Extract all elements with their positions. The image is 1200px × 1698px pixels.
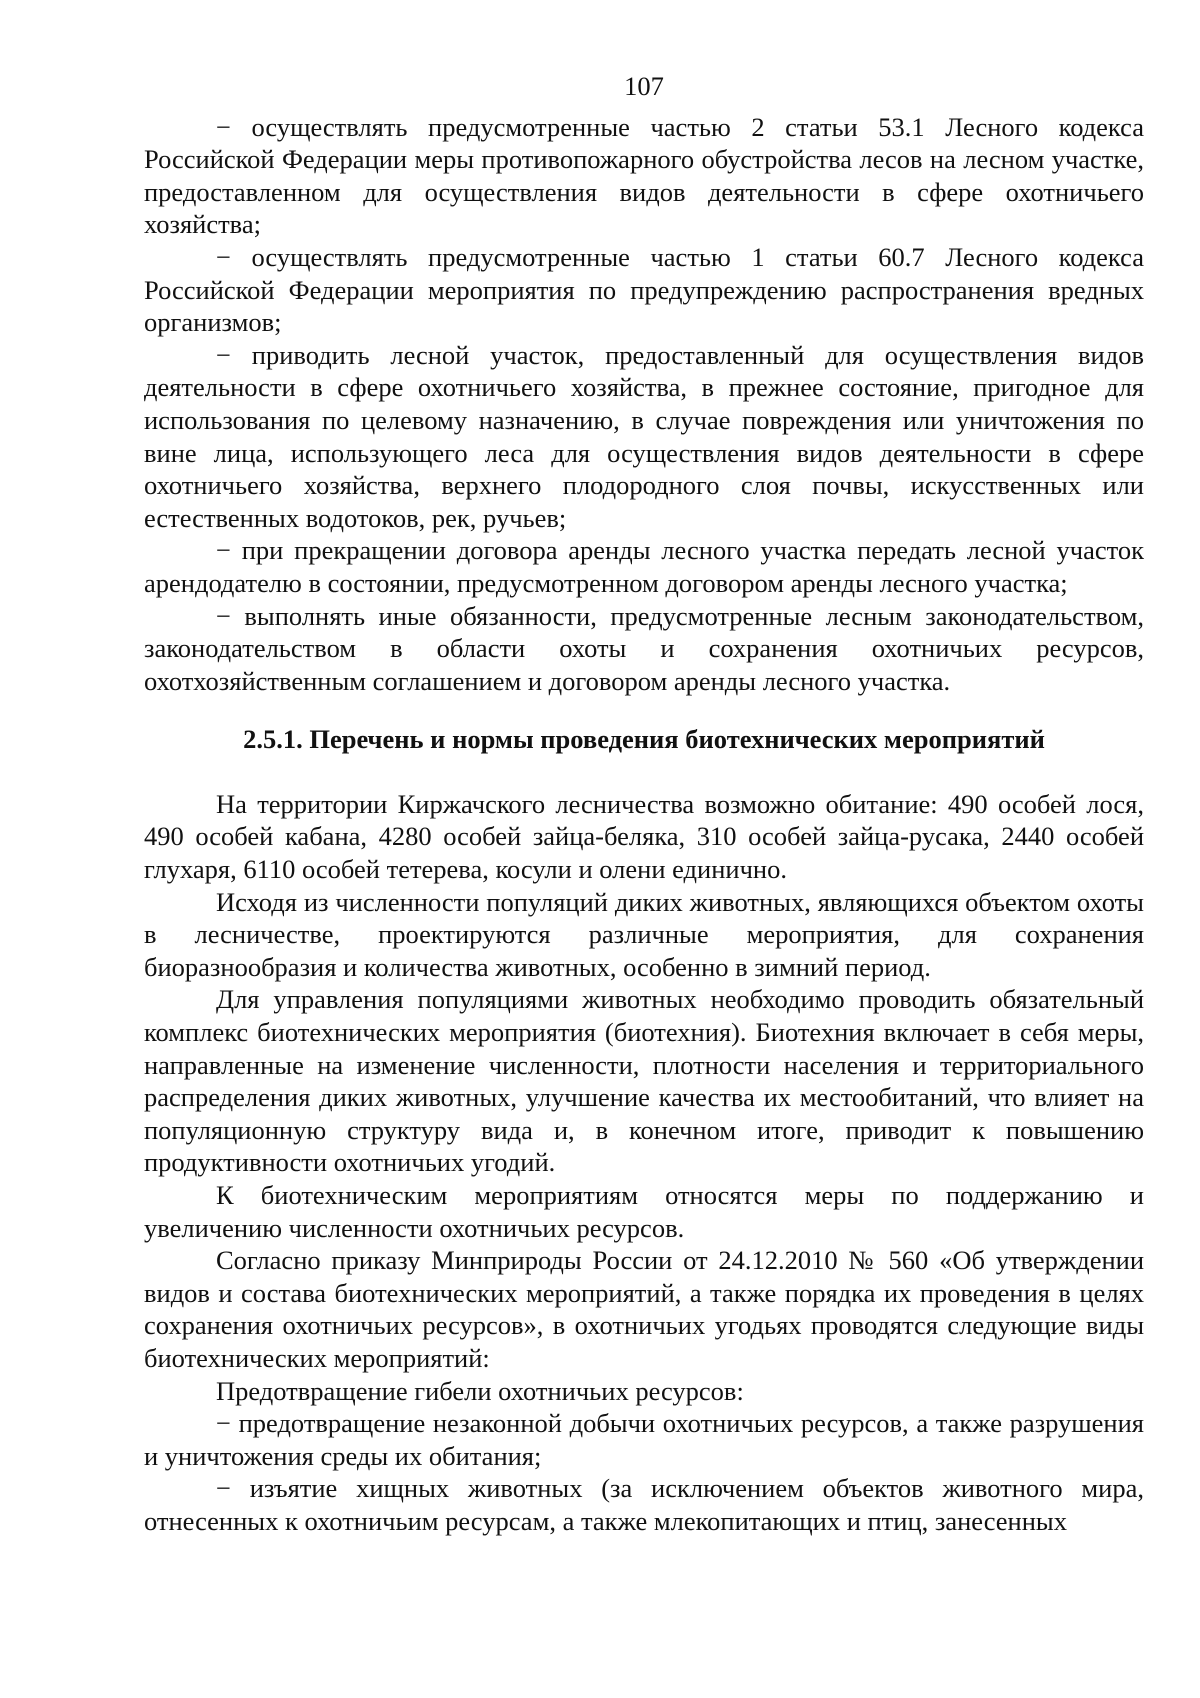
page-number: 107 — [624, 71, 664, 101]
document-page — [144, 70, 1144, 1538]
list-item: − предотвращение незаконной добычи охотничьих ресурсов, а также разрушения и уничтожения среды их обитания; — [144, 1408, 1144, 1471]
list-item: − при прекращении договора аренды лесного участка передать лесной участок арендодателю в состоянии, предусмотренном договором аренды лесного участка; — [144, 535, 1144, 598]
list-item: − выполнять иные обязанности, предусмотренные лесным законодательством, законодательством в области охоты и сохранения охотничьих ресурсов, охотхозяйственным соглашением и договором аренды лесного участка. — [144, 600, 1144, 696]
paragraph: На территории Киржачского лесничества возможно обитание: 490 особей лося, 490 особей кабана, 4280 особей зайца-беляка, 310 особей зайца-русака, 2440 особей глухаря, 6110 особей тетерева, косули и олени единично. — [144, 788, 1144, 885]
paragraph: Предотвращение гибели охотничьих ресурсов: — [216, 1375, 744, 1406]
paragraph: Согласно приказу Минприроды России от 24.12.2010 № 560 «Об утверждении видов и состава биотехнических мероприятий, а также порядка их проведения в целях сохранения охотничьих ресурсов», в охотничьих угодьях проводятся следующие виды биотехнических мероприятий: — [144, 1245, 1144, 1373]
section-heading: 2.5.1. Перечень и нормы проведения биотехнических мероприятий — [243, 724, 1045, 755]
list-item: − приводить лесной участок, предоставленный для осуществления видов деятельности в сфере охотничьего хозяйства, в прежнее состояние, пригодное для использования по целевому назначению, в случае повреждения или уничтожения по вине лица, использующего леса для осуществления видов деятельности в сфере охотничьего хозяйства, верхнего плодородного слоя почвы, искусственных или естественных водотоков, рек, ручьев; — [144, 339, 1144, 533]
list-item: − осуществлять предусмотренные частью 1 статьи 60.7 Лесного кодекса Российской Федерации мероприятия по предупреждению распространения вредных организмов; — [144, 241, 1144, 338]
list-item: − осуществлять предусмотренные частью 2 статьи 53.1 Лесного кодекса Российской Федерации меры противопожарного обустройства лесов на лесном участке, предоставленном для осуществления видов деятельности в сфере охотничьего хозяйства; — [144, 111, 1144, 240]
list-item: − изъятие хищных животных (за исключением объектов животного мира, отнесенных к охотничьим ресурсам, а также млекопитающих и птиц, занесенных — [144, 1473, 1144, 1536]
paragraph: Для управления популяциями животных необходимо проводить обязательный комплекс биотехнических мероприятия (биотехния). Биотехния включает в себя меры, направленные на изменение численности, плотности населения и территориального распределения диких животных, улучшение качества их местообитаний, что влияет на популяционную структуру вида и, в конечном итоге, приводит к повышению продуктивности охотничьих угодий. — [144, 984, 1144, 1178]
paragraph: К биотехническим мероприятиям относятся меры по поддержанию и увеличению численности охотничьих ресурсов. — [144, 1180, 1144, 1243]
paragraph: Исходя из численности популяций диких животных, являющихся объектом охоты в лесничестве, проектируются различные мероприятия, для сохранения биоразнообразия и количества животных, особенно в зимний период. — [144, 886, 1144, 982]
